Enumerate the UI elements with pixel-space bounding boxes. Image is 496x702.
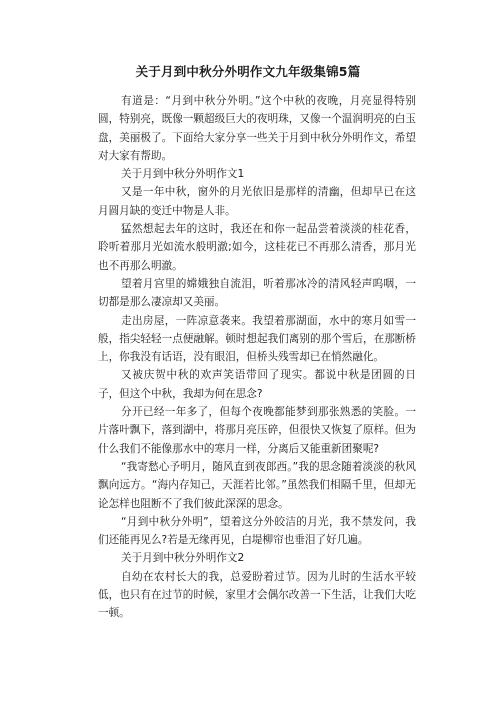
body-paragraph: 走出房屋，一阵凉意袭来。我望着那湖面，水中的寒月如雪一般，指尖轻轻一点便融解。顿时想起我们离别的那个雪后，在那断桥上，你我没有话语，没有眼泪，但桥头残雪却已在悄然融化。 [98,314,416,364]
body-paragraph: 又是一年中秋，窗外的月光依旧是那样的清幽，但却早已在这月圆月缺的变迁中物是人非。 [98,186,416,217]
essay-heading: 关于月到中秋分外明作文1 [121,168,245,181]
intro-paragraph: 有道是：“月到中秋分外明。”这个中秋的夜晚，月亮显得特别圆，特别亮，既像一颗超级巨大的夜明珠，又像一个温润明亮的白玉盘，美丽极了。下面给大家分享一些关于月到中秋分外明作文，希望对大家有帮助。 [98,95,416,162]
document-title: 关于月到中秋分外明作文九年级集锦5篇 [135,64,361,79]
essay-heading: 关于月到中秋分外明作文2 [121,552,245,565]
body-paragraph: “我寄愁心予明月，随风直到夜郎西。”我的思念随着淡淡的秋风飘向远方。“海内存知己，天涯若比邻。”虽然我们相隔千里，但却无论怎样也阻断不了我们彼此深深的思念。 [98,460,416,510]
body-paragraph: 猛然想起去年的这时，我还在和你一起品尝着淡淡的桂花香，聆听着那月光如流水般明澈;如今，这桂花已不再那么清香，那月光也不再那么明澈。 [98,223,416,272]
body-paragraph: 自幼在农村长大的我，总爱盼着过节。因为儿时的生活水平较低，也只有在过节的时候，家里才会偶尔改善一下生活，让我们大吃一顿。 [98,570,416,620]
body-paragraph: 分开已经一年多了，但每个夜晚都能梦到那张熟悉的笑脸。一片落叶飘下，落到湖中，将那月亮压碎，但很快又恢复了原样。但为什么我们不能像那水中的寒月一样，分离后又能重新团聚呢? [98,406,416,455]
document-body [98,92,416,623]
body-paragraph: “月到中秋分外明”，望着这分外皎洁的月光，我不禁发问，我们还能再见么?若是无缘再见，白堤柳帘也垂泪了好几遍。 [98,515,416,547]
body-paragraph: 望着月宫里的嫦娥独自流泪，听着那冰冷的清风轻声呜咽，一切都是那么凄凉却又美丽。 [98,277,416,309]
body-paragraph: 又被庆贺中秋的欢声笑语带回了现实。都说中秋是团圆的日子，但这个中秋，我却为何在思念? [98,369,416,400]
